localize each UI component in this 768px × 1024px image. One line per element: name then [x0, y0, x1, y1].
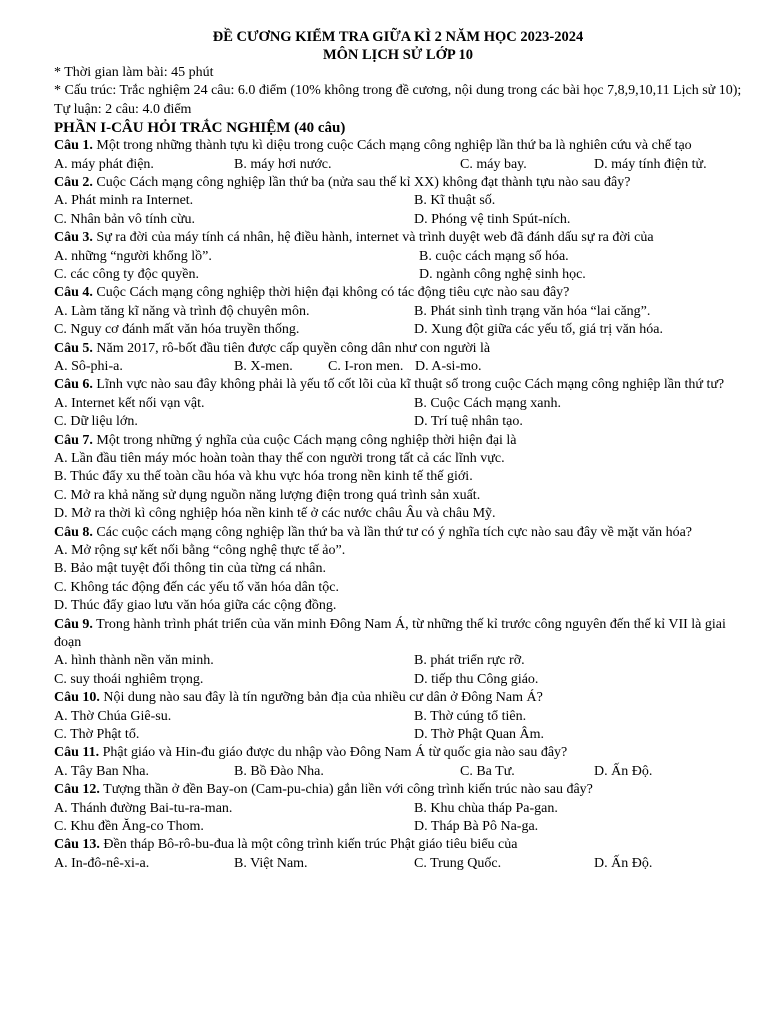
option-c: C. Mở ra khả năng sử dụng nguồn năng lượng điện trong quá trình sản xuất.: [54, 487, 481, 503]
question-1: [54, 137, 742, 174]
option-row: [54, 156, 742, 174]
option-b: B. Phát sinh tình trạng văn hóa “lai căng”.: [414, 303, 651, 319]
document-title: ĐỀ CƯƠNG KIỂM TRA GIỮA KÌ 2 NĂM HỌC 2023-2024: [212, 29, 584, 45]
option-a: A. Lần đầu tiên máy móc hoàn toàn thay thế con người trong tất cả các lĩnh vực.: [54, 450, 505, 466]
option-c: C. máy bay.: [460, 156, 527, 172]
option-d: D. Thúc đẩy giao lưu văn hóa giữa các cộng đồng.: [54, 598, 337, 614]
question-number: Câu 9.: [54, 616, 93, 632]
question-stem: [54, 836, 742, 854]
question-stem: [54, 781, 742, 799]
option-row: [54, 671, 742, 689]
question-stem: [54, 376, 742, 394]
option-row: [54, 358, 742, 376]
question-text: Cuộc Cách mạng công nghiệp thời hiện đại không có tác động tiêu cực nào sau đây?: [92, 285, 570, 301]
option-a: A. Tây Ban Nha.: [54, 763, 149, 779]
option-list: [54, 542, 742, 616]
option-a: A. In-đô-nê-xi-a.: [54, 855, 150, 871]
option-b: B. Bảo mật tuyệt đối thông tin của từng cá nhân.: [54, 561, 326, 577]
question-text: Đền tháp Bô-rô-bu-đua là một công trình kiến trúc Phật giáo tiêu biểu của: [99, 837, 518, 853]
option-d: D. Xung đột giữa các yếu tố, giá trị văn hóa.: [414, 322, 664, 338]
question-number: Câu 3.: [54, 230, 93, 246]
option-c: C. Nhân bản vô tính cừu.: [54, 211, 195, 227]
question-number: Câu 5.: [54, 340, 93, 356]
option-b: B. máy hơi nước.: [234, 156, 332, 172]
question-text: Các cuộc cách mạng công nghiệp lần thứ ba và lần thứ tư có ý nghĩa tích cực nào sau đây về mặt văn hóa?: [92, 524, 692, 540]
question-text: Tượng thần ở đền Bay-on (Cam-pu-chia) gắn liền với công trình kiến trúc nào sau đây?: [99, 782, 593, 798]
question-12: [54, 781, 742, 836]
option-c: C. suy thoái nghiêm trọng.: [54, 671, 204, 687]
option-c: C. Trung Quốc.: [414, 855, 502, 871]
option-row: [54, 855, 742, 873]
question-stem: [54, 284, 742, 302]
option-b: B. Cuộc Cách mạng xanh.: [414, 395, 561, 411]
option-b: B. phát triển rực rỡ.: [414, 653, 525, 669]
option-row: [54, 818, 742, 836]
question-text: Trong hành trình phát triển của văn minh Đông Nam Á, từ những thế kỉ trước công nguyên đến thế kỉ VII là giai đoạn: [54, 616, 726, 651]
question-stem: [54, 744, 742, 762]
question-number: Câu 4.: [54, 285, 93, 301]
question-stem: [54, 616, 742, 653]
section-title: PHẦN I-CÂU HỎI TRẮC NGHIỆM (40 câu): [54, 120, 346, 137]
option-c: C. Ba Tư.: [460, 763, 515, 779]
option-d: D. ngành công nghệ sinh học.: [419, 267, 586, 282]
option-d: D. Ấn Độ.: [594, 855, 653, 871]
option-row: [54, 413, 742, 431]
question-3: [54, 229, 742, 284]
option-b: B. Kĩ thuật số.: [414, 193, 496, 209]
option-row: [54, 321, 742, 339]
question-number: Câu 10.: [54, 690, 100, 706]
option-a: A. hình thành nền văn minh.: [54, 653, 214, 669]
question-stem: [54, 340, 742, 358]
option-c: C. các công ty độc quyền.: [54, 267, 200, 282]
question-8: [54, 524, 742, 616]
option-d: D. Mở ra thời kì công nghiệp hóa nền kinh tế ở các nước châu Âu và châu Mỹ.: [54, 506, 496, 522]
question-text: Sự ra đời của máy tính cá nhân, hệ điều hành, internet và trình duyệt web đã đánh dấu sự ra đời của: [92, 230, 654, 246]
option-d: D. Phóng vệ tinh Spút-ních.: [414, 211, 571, 227]
option-d: D. Tháp Bà Pô Na-ga.: [414, 819, 539, 834]
option-a: A. máy phát điện.: [54, 156, 154, 172]
question-13: [54, 836, 742, 873]
option-a: A. Làm tăng kĩ năng và trình độ chuyên môn.: [54, 303, 310, 319]
option-b: B. Khu chùa tháp Pa-gan.: [414, 800, 558, 816]
option-a: A. Thánh đường Bai-tu-ra-man.: [54, 800, 233, 816]
question-text: Năm 2017, rô-bốt đầu tiên được cấp quyền công dân như con người là: [92, 340, 491, 356]
question-number: Câu 6.: [54, 377, 93, 393]
option-a: A. Phát minh ra Internet.: [54, 193, 194, 209]
option-row: [54, 800, 742, 818]
question-4: [54, 284, 742, 339]
option-a: A. Internet kết nối vạn vật.: [54, 395, 205, 411]
question-stem: [54, 174, 742, 192]
exam-meta: [54, 64, 742, 119]
option-row: [54, 763, 742, 781]
question-number: Câu 11.: [54, 745, 100, 761]
option-row: [54, 192, 742, 210]
option-row: [54, 726, 742, 744]
question-text: Cuộc Cách mạng công nghiệp lần thứ ba (nửa sau thế kỉ XX) không đạt thành tựu nào sau đây?: [92, 175, 631, 191]
option-b: B. Việt Nam.: [234, 855, 308, 871]
question-stem: [54, 689, 742, 707]
option-d: D. Thờ Phật Quan Âm.: [414, 727, 545, 743]
option-a: A. Thờ Chúa Giê-su.: [54, 708, 172, 724]
option-row: [54, 211, 742, 229]
option-row: [54, 248, 742, 266]
option-d: D. Trí tuệ nhân tạo.: [414, 414, 523, 430]
question-text: Một trong những ý nghĩa của cuộc Cách mạng công nghiệp thời hiện đại là: [92, 432, 517, 448]
question-2: [54, 174, 742, 229]
option-d: D. máy tính điện tử.: [594, 156, 707, 172]
question-number: Câu 1.: [54, 138, 93, 154]
option-b: B. Thờ cúng tổ tiên.: [414, 708, 527, 724]
option-c: C. Khu đền Ăng-co Thom.: [54, 819, 204, 834]
document-subtitle: MÔN LỊCH SỬ LỚP 10: [322, 47, 474, 63]
question-number: Câu 12.: [54, 782, 100, 798]
question-text: Lĩnh vực nào sau đây không phải là yếu tố cốt lõi của kĩ thuật số trong cuộc Cách mạng công nghiệp lần thứ tư?: [92, 377, 725, 393]
option-c: C. Thờ Phật tổ.: [54, 727, 140, 743]
option-b: B. Bồ Đào Nha.: [234, 763, 324, 779]
question-11: [54, 744, 742, 781]
option-row: [54, 652, 742, 670]
option-c: C. Dữ liệu lớn.: [54, 414, 138, 430]
option-b: B. X-men.: [234, 358, 293, 374]
option-c: C. I-ron men.: [328, 358, 404, 374]
question-text: Nội dung nào sau đây là tín ngưỡng bản địa của nhiều cư dân ở Đông Nam Á?: [99, 690, 543, 706]
exam-structure: * Cấu trúc: Trắc nghiệm 24 câu: 6.0 điểm (10% không trong đề cương, nội dung trong các bài học 7,8,9,10,11 Lịch sử 10); Tự luận: 2 câu: 4.0 điểm: [54, 83, 742, 117]
question-7: [54, 432, 742, 524]
option-row: [54, 395, 742, 413]
option-d: D. Ấn Độ.: [594, 763, 653, 779]
option-b: B. cuộc cách mạng số hóa.: [419, 248, 569, 264]
option-row: [54, 266, 742, 284]
question-10: [54, 689, 742, 744]
question-6: [54, 376, 742, 431]
option-a: A. Sô-phi-a.: [54, 358, 123, 374]
option-list: [54, 450, 742, 524]
question-number: Câu 13.: [54, 837, 100, 853]
option-d: D. tiếp thu Công giáo.: [414, 671, 539, 687]
option-row: [54, 708, 742, 726]
option-c: C. Nguy cơ đánh mất văn hóa truyền thống.: [54, 322, 300, 338]
option-a: A. những “người khổng lồ”.: [54, 248, 212, 264]
option-c: C. Không tác động đến các yếu tố văn hóa dân tộc.: [54, 579, 339, 595]
question-stem: [54, 137, 742, 155]
exam-time: * Thời gian làm bài: 45 phút: [54, 65, 214, 80]
question-list: [54, 137, 742, 873]
question-text: Một trong những thành tựu kì diệu trong cuộc Cách mạng công nghiệp lần thứ ba là nghiên cứu và chế tạo: [92, 138, 692, 154]
option-a: A. Mở rộng sự kết nối bằng “công nghệ thực tế ảo”.: [54, 543, 346, 558]
question-stem: [54, 432, 742, 450]
question-text: Phật giáo và Hin-đu giáo được du nhập vào Đông Nam Á từ quốc gia nào sau đây?: [99, 745, 568, 761]
option-row: [54, 303, 742, 321]
question-number: Câu 8.: [54, 524, 93, 540]
question-stem: [54, 229, 742, 247]
question-number: Câu 7.: [54, 432, 93, 448]
question-9: [54, 616, 742, 690]
option-d: D. A-si-mo.: [415, 358, 482, 374]
option-b: B. Thúc đẩy xu thế toàn cầu hóa và khu vực hóa trong nền kinh tế thế giới.: [54, 469, 473, 485]
question-number: Câu 2.: [54, 175, 93, 191]
question-stem: [54, 524, 742, 542]
question-5: [54, 340, 742, 377]
